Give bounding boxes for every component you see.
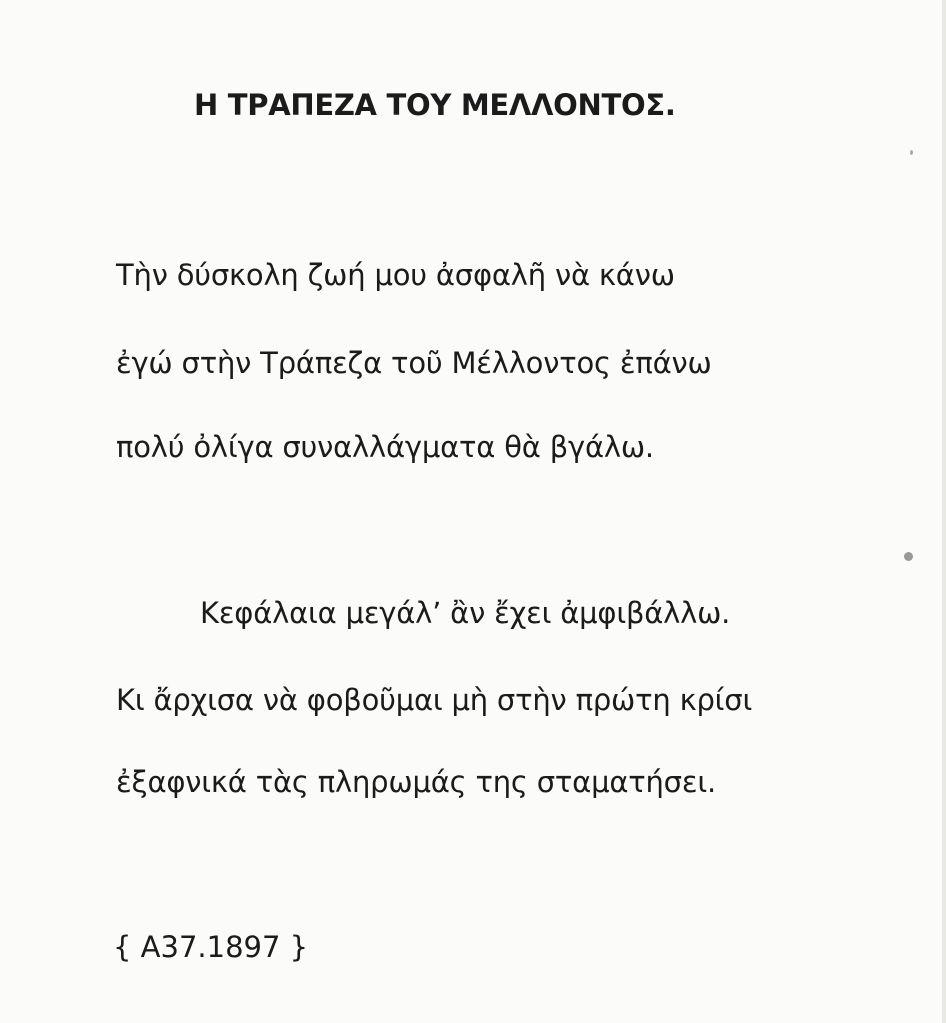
scan-edge: [942, 0, 946, 1023]
paper-speck: [904, 552, 913, 561]
poem-line: Κεφάλαια μεγάλ’ ἂν ἔχει ἀμφιβάλλω.: [200, 596, 731, 630]
poem-line: πολύ ὀλίγα συναλλάγματα θὰ βγάλω.: [116, 430, 654, 464]
poem-line: ἐγώ στὴν Τράπεζα τοῦ Μέλλοντος ἐπάνω: [116, 346, 712, 380]
reference-code: { Α37.1897 }: [113, 930, 309, 964]
poem-line: Τὴν δύσκολη ζωή μου ἀσφαλῆ νὰ κάνω: [116, 258, 675, 292]
paper-speck: [910, 150, 913, 155]
poem-title: Η ΤΡΑΠΕΖΑ ΤΟΥ ΜΕΛΛΟΝΤΟΣ.: [194, 88, 676, 122]
poem-line: Κι ἄρχισα νὰ φοβοῦμαι μὴ στὴν πρώτη κρίσι: [116, 683, 753, 717]
poem-line: ἐξαφνικά τὰς πληρωμάς της σταματήσει.: [116, 765, 716, 799]
